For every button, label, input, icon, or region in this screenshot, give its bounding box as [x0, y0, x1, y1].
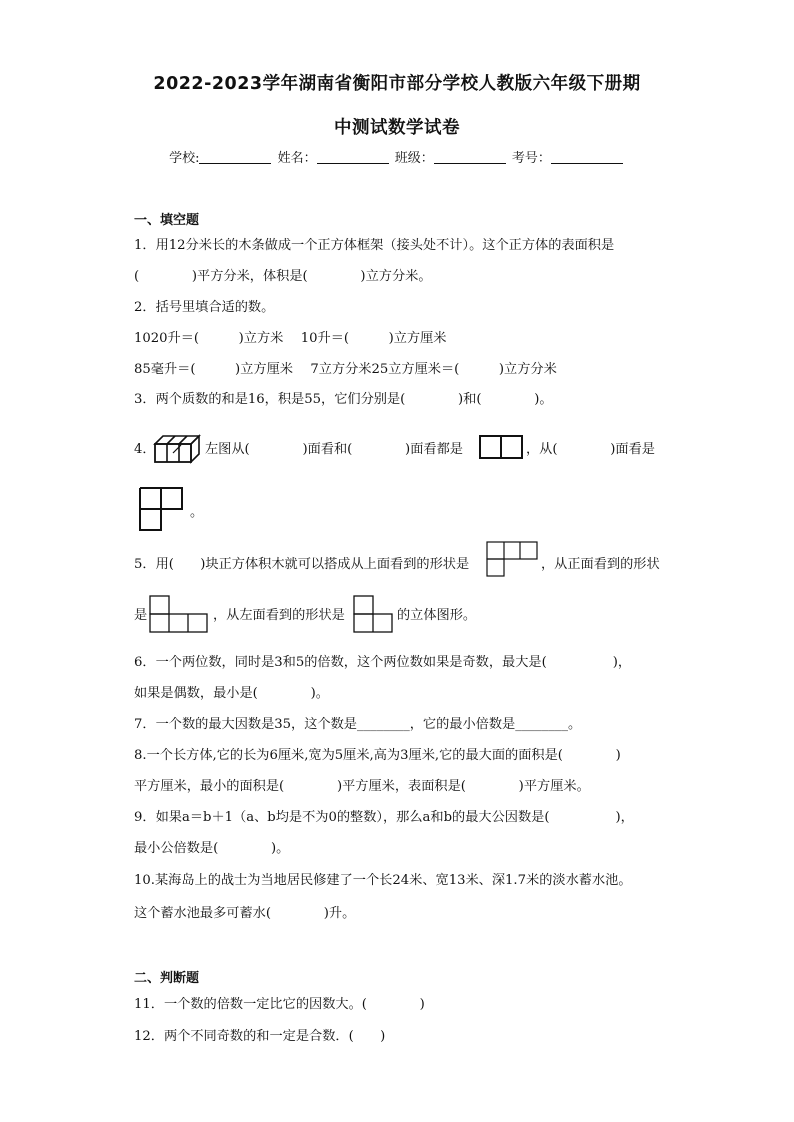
- class-label: 班级：: [394, 151, 434, 166]
- school-blank[interactable]: [199, 150, 271, 164]
- top-view-figure: [485, 540, 539, 578]
- question-6-line2: 如果是偶数，最小是( )。: [134, 686, 329, 701]
- cube-stack-figure: [153, 430, 203, 464]
- question-5-line2-c: 的立体图形。: [397, 608, 477, 623]
- name-blank[interactable]: [317, 150, 389, 164]
- l-shape-view-figure: [138, 486, 186, 532]
- two-square-view-figure: [478, 434, 524, 460]
- question-4-text-a: 左图从( )面看和( )面看都是: [205, 442, 463, 457]
- front-view-figure: [148, 594, 210, 634]
- question-10-line2: 这个蓄水池最多可蓄水( )升。: [134, 906, 356, 921]
- question-4-text-b: ，从( )面看是: [526, 442, 655, 457]
- question-4-number: 4．: [134, 442, 156, 457]
- question-6-line1: 6．一个两位数，同时是3和5的倍数，这个两位数如果是奇数，最大是( )，: [134, 655, 632, 670]
- question-2-line2: 1020升＝( )立方米 10升＝( )立方厘米: [134, 331, 447, 346]
- question-4-end: 。: [190, 505, 204, 520]
- question-5-line2-b: ，从左面看到的形状是: [213, 608, 345, 623]
- question-1-line2: ( )平方分米，体积是( )立方分米。: [134, 269, 432, 284]
- question-9-line2: 最小公倍数是( )。: [134, 841, 290, 856]
- question-10-line1: 10.某海岛上的战士为当地居民修建了一个长24米、宽13米、深1.7米的淡水蓄水池。: [134, 873, 632, 888]
- question-8-line1: 8.一个长方体,它的长为6厘米,宽为5厘米,高为3厘米,它的最大面的面积是( ): [134, 748, 621, 763]
- section-heading-true-false: 二、判断题: [134, 971, 200, 986]
- question-1-line1: 1．用12分米长的木条做成一个正方体框架（接头处不计）。这个正方体的表面积是: [134, 238, 615, 253]
- left-view-figure: [352, 594, 396, 634]
- question-3: 3．两个质数的和是16，积是55，它们分别是( )和( )。: [134, 392, 553, 407]
- student-info-row: [0, 147, 794, 166]
- question-2-line1: 2．括号里填合适的数。: [134, 300, 275, 315]
- section-heading-fill-in: 一、填空题: [134, 213, 200, 228]
- question-11: 11．一个数的倍数一定比它的因数大。( ): [134, 997, 425, 1012]
- class-blank[interactable]: [434, 150, 506, 164]
- school-label: 学校:: [169, 151, 200, 166]
- question-9-line1: 9．如果a＝b＋1（a、b均是不为0的整数），那么a和b的最大公因数是( )，: [134, 810, 634, 825]
- question-5-line1-b: ，从正面看到的形状: [541, 557, 660, 572]
- exam-number-label: 考号：: [511, 151, 551, 166]
- question-5-line2-a: 是: [134, 608, 148, 623]
- question-2-line3: 85毫升＝( )立方厘米 7立方分米25立方厘米＝( )立方分米: [134, 362, 557, 377]
- question-8-line2: 平方厘米，最小的面积是( )平方厘米，表面积是( )平方厘米。: [134, 779, 590, 794]
- question-12: 12．两个不同奇数的和一定是合数．( ): [134, 1029, 386, 1044]
- name-label: 姓名：: [277, 151, 317, 166]
- question-7: 7．一个数的最大因数是35，这个数是________，它的最小倍数是________。: [134, 717, 582, 732]
- exam-title-line2: 中测试数学试卷: [334, 118, 460, 138]
- exam-number-blank[interactable]: [551, 150, 623, 164]
- exam-title-line1: 2022-2023学年湖南省衡阳市部分学校人教版六年级下册期: [153, 74, 641, 94]
- question-5-line1-a: 5．用( )块正方体积木就可以搭成从上面看到的形状是: [134, 557, 470, 572]
